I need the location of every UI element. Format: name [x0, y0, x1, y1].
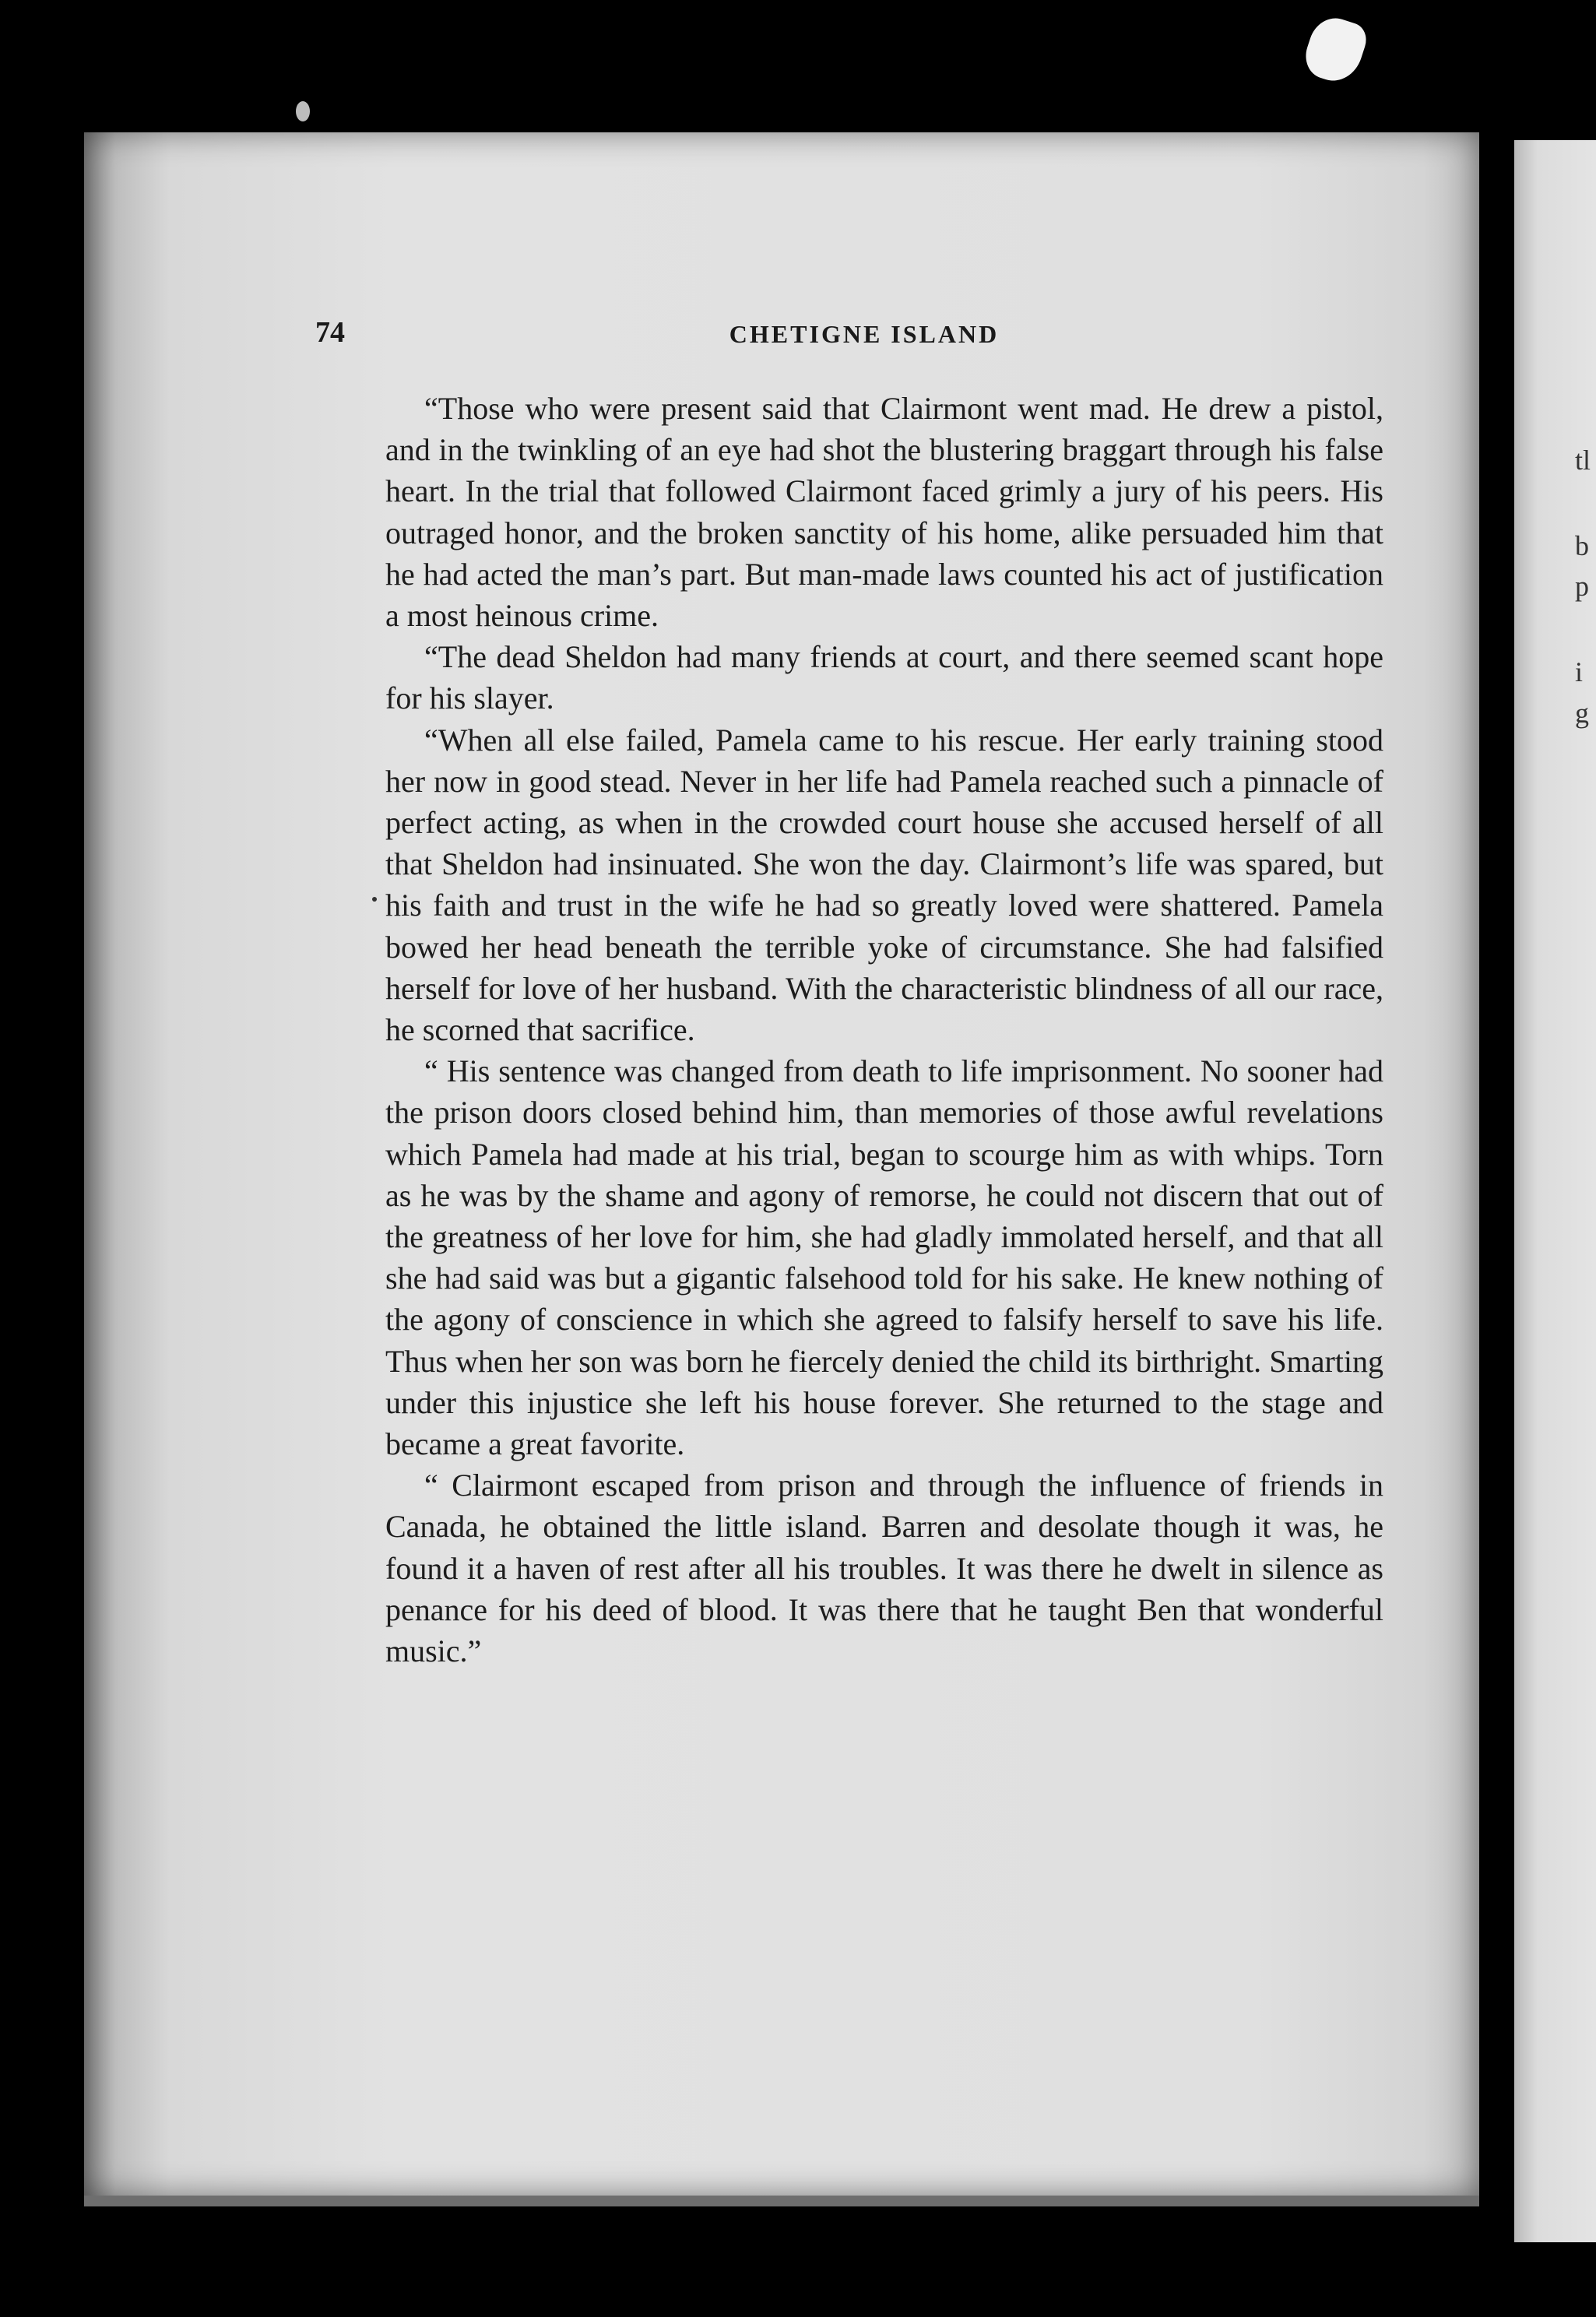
page-number: 74 [315, 316, 345, 349]
adjacent-page [1514, 140, 1596, 2242]
scan-debris [1299, 12, 1370, 88]
margin-mark [372, 897, 377, 902]
paragraph: “The dead Sheldon had many friends at court, and there seemed scant hope for his slayer. [385, 639, 1383, 716]
scan-speck [296, 101, 310, 121]
adjacent-page-fragment: tl [1575, 445, 1591, 476]
running-head: CHETIGNE ISLAND [729, 320, 1000, 348]
page-edge [84, 2196, 1479, 2206]
paragraph: “ His sentence was changed from death to life imprisonment. No sooner had the prison doors closed behind him, than memories of those awful revelations which Pamela had made at his trial, began to scourge him as with whips. Torn as he was by the shame and agony of remorse, he could not discern that out of the greatness of her love for him, she had gladly immolated herself, and that all she had said was but a gigantic falsehood told for his sake. He knew nothing of the agony of conscience in which she agreed to falsify herself to save his life. Thus when her son was born he fiercely denied the child its birthright. Smarting under this injustice she left his house forever. She returned to the stage and became a great favorite. [385, 1053, 1383, 1462]
adjacent-page-fragment: g [1575, 698, 1589, 729]
paragraph: “ Clairmont escaped from prison and through the influence of friends in Canada, he obtained the little island. Barren and desolate though it was, he found it a haven of rest after all his troubles. It was there he dwelt in silence as penance for his deed of blood. It was there that he taught Ben that wonderful music.” [385, 1468, 1383, 1669]
adjacent-page-fragment: p [1575, 571, 1589, 602]
paragraph: “Those who were present said that Clairmont went mad. He drew a pistol, and in the twinkling of an eye had shot the blustering braggart through his false heart. In the trial that followed Clairmont faced grimly a jury of his peers. His outraged honor, and the broken sanctity of his home, alike persuaded him that he had acted the man’s part. But man-made laws counted his act of justification a most heinous crime. [385, 391, 1383, 634]
page-body [385, 388, 1383, 1672]
paragraph: “When all else failed, Pamela came to his rescue. Her early training stood her now in good stead. Never in her life had Pamela reached such a pinnacle of perfect acting, as when in the crowded court house she accused herself of all that Sheldon had insinuated. She won the day. Clairmont’s life was spared, but his faith and trust in the wife he had so greatly loved were shattered. Pamela bowed her head beneath the terrible yoke of circumstance. She had falsified herself for love of her husband. With the characteristic blindness of all our race, he scorned that sacrifice. [385, 722, 1383, 1048]
page-header [315, 315, 1413, 362]
adjacent-page-fragment: b [1575, 530, 1589, 561]
adjacent-page-fragment: i [1575, 656, 1584, 687]
